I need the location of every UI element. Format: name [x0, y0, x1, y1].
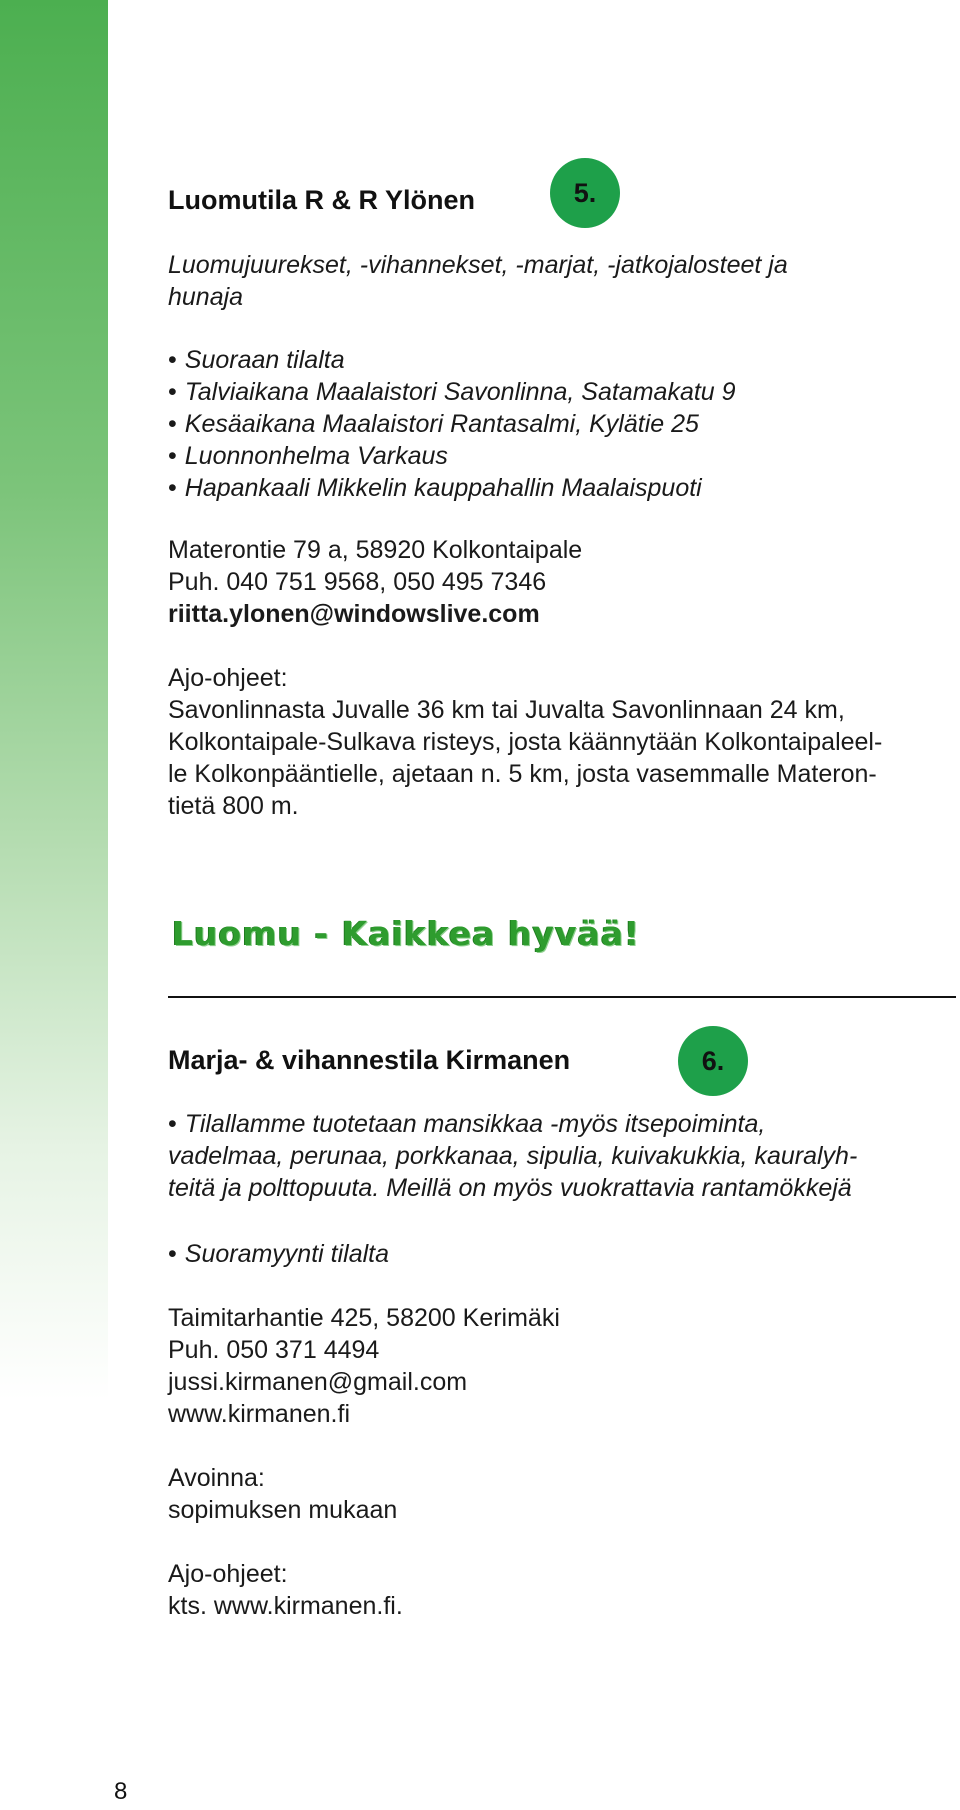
farm1-directions-line: Kolkontaipale-Sulkava risteys, josta käännytään Kolkontaipaleel- [168, 728, 883, 756]
farm1-outlet-item: • Kesäaikana Maalaistori Rantasalmi, Kylätie 25 [168, 408, 736, 440]
farm2-address: Taimitarhantie 425, 58200 Kerimäki [168, 1304, 560, 1332]
farm1-products-line1: Luomujuurekset, -vihannekset, -marjat, -jatkojalosteet ja [168, 251, 788, 279]
page-number: 8 [114, 1778, 128, 1805]
farm2-title: Marja- & vihannestila Kirmanen [168, 1045, 571, 1075]
farm2-open-label: Avoinna: [168, 1464, 265, 1492]
farm1-address: Materontie 79 a, 58920 Kolkontaipale [168, 536, 583, 564]
farm1-number-badge: 5. [550, 158, 620, 228]
farm2-number-badge: 6. [678, 1026, 748, 1096]
farm1-directions-line: Savonlinnasta Juvalle 36 km tai Juvalta Savonlinnaan 24 km, [168, 696, 845, 724]
farm2-open-value: sopimuksen mukaan [168, 1496, 398, 1524]
farm2-phone: Puh. 050 371 4494 [168, 1336, 380, 1364]
farm1-directions-line: tietä 800 m. [168, 792, 299, 820]
farm2-email[interactable]: jussi.kirmanen@gmail.com [168, 1368, 468, 1396]
farm2-directions-label: Ajo-ohjeet: [168, 1560, 288, 1588]
farm1-email[interactable]: riitta.ylonen@windowslive.com [168, 600, 540, 628]
farm1-products-line2: hunaja [168, 283, 244, 311]
farm1-outlet-item: • Luonnonhelma Varkaus [168, 440, 736, 472]
decorative-side-band [0, 0, 108, 1400]
farm1-phone: Puh. 040 751 9568, 050 495 7346 [168, 568, 547, 596]
farm2-description-item: • Tilallamme tuotetaan mansikkaa -myös itsepoiminta, [168, 1108, 765, 1140]
farm2-description-line: teitä ja polttopuuta. Meillä on myös vuokrattavia rantamökkejä [168, 1174, 852, 1202]
section-divider [168, 996, 956, 998]
farm2-description-list [168, 1108, 765, 1140]
farm2-description-line: vadelmaa, perunaa, porkkanaa, sipulia, kuivakukkia, kauralyh- [168, 1142, 858, 1170]
farm1-outlets-list [168, 344, 736, 504]
farm1-directions-line: le Kolkonpääntielle, ajetaan n. 5 km, josta vasemmalle Materon- [168, 760, 877, 788]
farm1-outlet-item: • Talviaikana Maalaistori Savonlinna, Satamakatu 9 [168, 376, 736, 408]
farm1-directions-label: Ajo-ohjeet: [168, 664, 288, 692]
farm1-outlet-item: • Suoraan tilalta [168, 344, 736, 376]
farm2-sales-item: • Suoramyynti tilalta [168, 1238, 389, 1270]
slogan-banner: Luomu - Kaikkea hyvää! [172, 914, 641, 953]
farm2-website[interactable]: www.kirmanen.fi [168, 1400, 350, 1428]
farm1-outlet-item: • Hapankaali Mikkelin kauppahallin Maalaispuoti [168, 472, 736, 504]
farm1-title: Luomutila R & R Ylönen [168, 185, 476, 215]
farm2-sales-list [168, 1238, 389, 1270]
farm2-directions-value: kts. www.kirmanen.fi. [168, 1592, 403, 1620]
